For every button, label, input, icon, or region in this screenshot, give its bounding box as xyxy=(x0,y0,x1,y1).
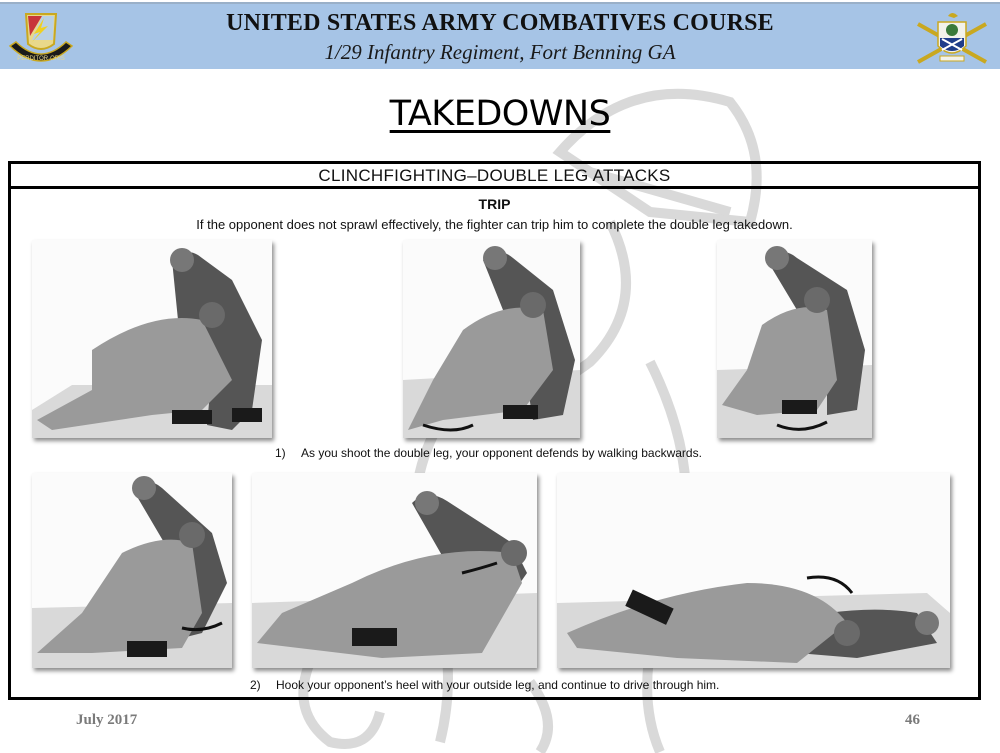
technique-subhead: TRIP xyxy=(478,196,511,212)
step-2-caption xyxy=(250,678,719,692)
section-header: CLINCHFIGHTING–DOUBLE LEG ATTACKS xyxy=(11,164,978,189)
step-1-photo-2 xyxy=(403,240,580,438)
step-1-photo-3 xyxy=(717,240,872,438)
step-1-text: As you shoot the double leg, your opponent defends by walking backwards. xyxy=(301,446,702,460)
step-2-photo-1 xyxy=(32,473,232,668)
header-bar xyxy=(0,2,1000,69)
course-title: UNITED STATES ARMY COMBATIVES COURSE xyxy=(226,10,774,36)
svg-text:PERDITOR·ORIS: PERDITOR·ORIS xyxy=(17,56,65,62)
step-1-number: 1) xyxy=(275,446,286,460)
step-2-photo-2 xyxy=(252,473,537,668)
step-2-photo-3 xyxy=(557,473,950,668)
course-subtitle: 1/29 Infantry Regiment, Fort Benning GA xyxy=(324,40,676,64)
infantry-regiment-crest-icon xyxy=(914,10,990,68)
technique-intro: If the opponent does not sprawl effectively, the fighter can trip him to complete the double leg takedown. xyxy=(196,217,793,232)
page-title: TAKEDOWNS xyxy=(389,94,611,134)
step-1-caption xyxy=(275,446,702,460)
step-2-number: 2) xyxy=(250,678,261,692)
page-number: 46 xyxy=(905,712,920,728)
footer-date: July 2017 xyxy=(76,712,138,728)
step-1-photo-1 xyxy=(32,240,272,438)
step-2-text: Hook your opponent’s heel with your outside leg, and continue to drive through him. xyxy=(276,678,720,692)
